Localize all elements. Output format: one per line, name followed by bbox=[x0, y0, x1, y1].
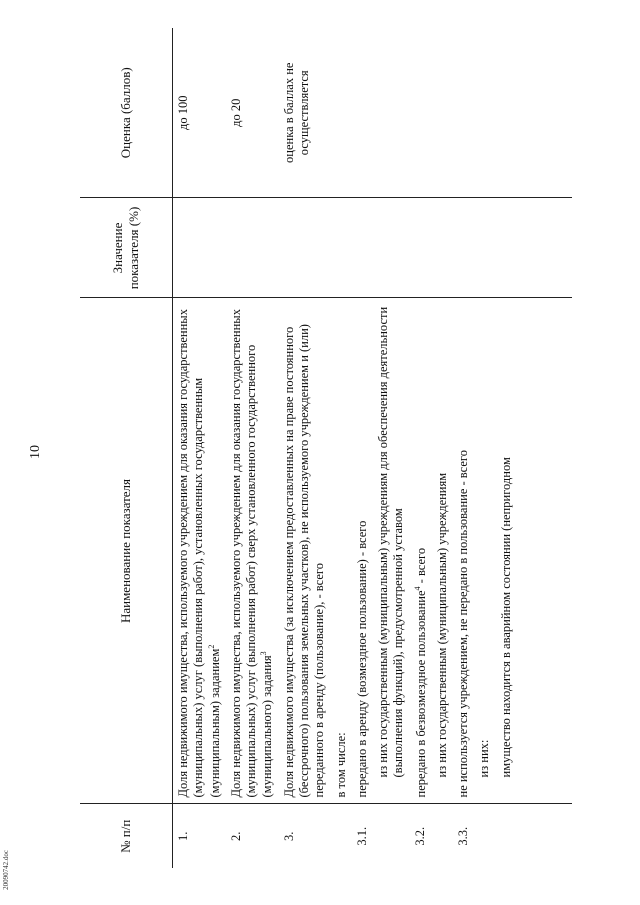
page-number: 10 bbox=[28, 445, 43, 459]
document-footer-code: 20090742.doc bbox=[2, 850, 10, 890]
header-score: Оценка (баллов) bbox=[80, 28, 173, 198]
row-name bbox=[279, 298, 331, 804]
row-name-text: Доля недвижимого имущества, используемого учреждением для оказания государственных (муниципальных) услуг (выполнения работ), установленных государственным (муниципальным) заданием bbox=[176, 309, 222, 798]
table-row bbox=[173, 28, 226, 868]
row-value bbox=[453, 198, 474, 298]
row-score bbox=[331, 28, 352, 198]
row-name-text: Доля недвижимого имущества (за исключением предоставленных на праве постоянного (бессрочного) пользования земельных участков), не используемого учреждением и (или) переданного в аренду (пользование), - всего bbox=[281, 324, 327, 798]
row-value bbox=[331, 198, 352, 298]
header-value: Значение показателя (%) bbox=[80, 198, 173, 298]
row-name bbox=[226, 298, 279, 804]
table-row bbox=[432, 28, 453, 868]
footnote-ref: 2 bbox=[206, 644, 216, 649]
row-num bbox=[373, 804, 410, 868]
row-name: в том числе: bbox=[331, 298, 352, 804]
row-num: 1. bbox=[173, 804, 226, 868]
rotated-table-stage bbox=[80, 28, 608, 868]
table-row bbox=[279, 28, 331, 868]
row-score: до 20 bbox=[228, 98, 243, 127]
row-num: 3. bbox=[279, 804, 331, 868]
row-score bbox=[373, 28, 410, 198]
footnote-ref: 4 bbox=[412, 586, 422, 591]
row-num: 3.3. bbox=[453, 804, 474, 868]
row-name-suffix: - всего bbox=[413, 547, 428, 587]
row-name: из них: bbox=[474, 298, 495, 804]
row-name-text: Доля недвижимого имущества, используемого учреждением для оказания государственных (муниципальных) услуг (выполнения работ) сверх установленного государственного (муниципального) задания bbox=[228, 309, 275, 798]
row-value bbox=[474, 198, 495, 298]
table-row bbox=[226, 28, 279, 868]
row-value bbox=[226, 198, 279, 298]
row-name-text: передано в безвозмездное пользование bbox=[413, 590, 428, 798]
row-name: не используется учреждением, не передано в пользование - всего bbox=[453, 298, 474, 804]
row-score bbox=[453, 28, 474, 198]
row-value bbox=[410, 198, 432, 298]
row-num bbox=[496, 804, 572, 868]
row-name: из них государственным (муниципальным) учреждениям для обеспечения деятельности (выполнения функций), предусмотренной уставом bbox=[373, 298, 410, 804]
row-num bbox=[331, 804, 352, 868]
row-score bbox=[352, 28, 373, 198]
header-name: Наименование показателя bbox=[80, 298, 173, 804]
row-value bbox=[173, 198, 226, 298]
header-num: № п/п bbox=[80, 804, 173, 868]
row-name bbox=[173, 298, 226, 804]
row-num bbox=[474, 804, 495, 868]
table-row bbox=[373, 28, 410, 868]
row-num: 3.1. bbox=[352, 804, 373, 868]
table-header-row bbox=[80, 28, 173, 868]
row-num: 3.2. bbox=[410, 804, 432, 868]
row-score bbox=[496, 28, 572, 198]
row-name: имущество находится в аварийном состоянии (непригодном bbox=[496, 298, 572, 804]
row-name: передано в аренду (возмездное пользование) - всего bbox=[352, 298, 373, 804]
row-value bbox=[279, 198, 331, 298]
indicators-table bbox=[80, 28, 572, 868]
table-row bbox=[410, 28, 432, 868]
row-score bbox=[432, 28, 453, 198]
footnote-ref: 3 bbox=[259, 651, 269, 656]
row-score bbox=[474, 28, 495, 198]
row-value bbox=[432, 198, 453, 298]
row-score: до 100 bbox=[176, 95, 190, 130]
table-row bbox=[453, 28, 474, 868]
row-name bbox=[410, 298, 432, 804]
row-value bbox=[352, 198, 373, 298]
row-score bbox=[410, 28, 432, 198]
row-name: из них государственным (муниципальным) учреждениям bbox=[432, 298, 453, 804]
table-row bbox=[474, 28, 495, 868]
table-row bbox=[496, 28, 572, 868]
row-score: оценка в баллах не осуществляется bbox=[281, 62, 312, 163]
table-row bbox=[352, 28, 373, 868]
row-value bbox=[496, 198, 572, 298]
row-value bbox=[373, 198, 410, 298]
table-row bbox=[331, 28, 352, 868]
row-num bbox=[432, 804, 453, 868]
rotated-table-wrapper bbox=[80, 28, 608, 868]
row-num: 2. bbox=[226, 804, 279, 868]
